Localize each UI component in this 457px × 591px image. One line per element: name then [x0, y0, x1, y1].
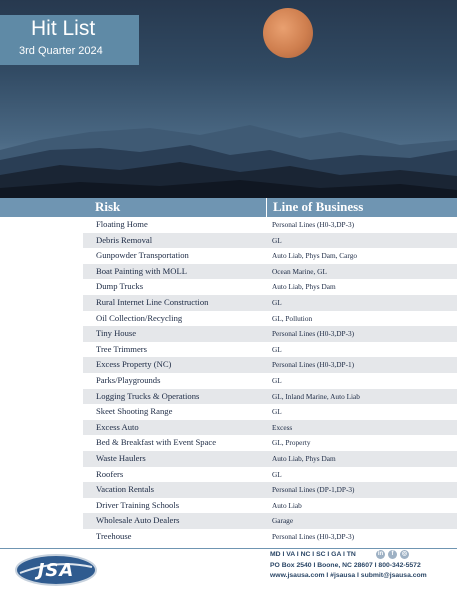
table-row [0, 513, 457, 529]
risk-cell: Wholesale Auto Dealers [96, 515, 180, 526]
risk-cell: Rural Internet Line Construction [96, 296, 209, 307]
lob-cell: Excess [272, 422, 293, 432]
lob-cell: Garage [272, 516, 294, 526]
facebook-icon[interactable]: f [388, 550, 397, 559]
risk-cell: Logging Trucks & Operations [96, 390, 200, 401]
lob-cell: GL, Property [272, 438, 311, 448]
footer-address: PO Box 2540 I Boone, NC 28607 I 800-342-5572 [270, 562, 421, 569]
risk-cell: Vacation Rentals [96, 484, 154, 495]
lob-cell: Personal Lines (H0-3,DP-3) [272, 329, 355, 339]
risk-cell: Parks/Playgrounds [96, 374, 161, 385]
lob-cell: Ocean Marine, GL [272, 266, 327, 276]
lob-cell: GL [272, 297, 282, 307]
footer [0, 545, 457, 591]
page-subtitle: 3rd Quarter 2024 [19, 45, 103, 57]
linkedin-icon[interactable]: in [377, 551, 384, 557]
risk-cell: Roofers [96, 468, 124, 479]
risk-cell: Tiny House [96, 328, 137, 339]
lob-cell: GL [272, 407, 282, 417]
table-row [0, 233, 457, 249]
lob-cell: GL [272, 375, 282, 385]
risk-cell: Tree Trimmers [96, 343, 148, 354]
table-row [0, 529, 457, 545]
hero-banner [0, 0, 457, 198]
lob-cell: Personal Lines (H0-3,DP-1) [272, 360, 355, 370]
column-header-line-of-business: Line of Business [273, 199, 364, 214]
table-row [0, 498, 457, 514]
lob-cell: Auto Liab, Phys Dam [272, 282, 336, 292]
table-row [0, 311, 457, 327]
risk-cell: Driver Training Schools [96, 499, 180, 510]
risk-cell: Waste Haulers [96, 452, 146, 463]
lob-cell: Personal Lines (DP-1,DP-3) [272, 485, 355, 495]
lob-cell: GL [272, 469, 282, 479]
risk-cell: Gunpowder Transportation [96, 250, 189, 261]
risk-cell: Skeet Shooting Range [96, 406, 173, 417]
lob-cell: Personal Lines (H0-3,DP-3) [272, 531, 355, 541]
column-header-risk: Risk [95, 199, 121, 214]
risk-cell: Treehouse [96, 530, 132, 541]
footer-contact: www.jsausa.com I #jsausa I submit@jsausa.com [270, 572, 427, 579]
lob-cell: GL, Pollution [272, 313, 313, 323]
moon-image [263, 8, 313, 58]
risk-cell: Excess Property (NC) [96, 359, 172, 370]
risk-cell: Boat Painting with MOLL [96, 265, 187, 276]
table-row [0, 295, 457, 311]
lob-cell: Auto Liab, Phys Dam, Cargo [272, 251, 357, 261]
lob-cell: GL [272, 235, 282, 245]
table-row [0, 404, 457, 420]
lob-cell: Personal Lines (H0-3,DP-3) [272, 220, 355, 229]
table-row [0, 357, 457, 373]
risk-cell: Floating Home [96, 219, 148, 229]
table-row [0, 279, 457, 295]
table-row [0, 482, 457, 498]
footer-divider [0, 548, 457, 549]
table-row [0, 248, 457, 264]
risk-cell: Bed & Breakfast with Event Space [96, 437, 217, 448]
table-row [0, 435, 457, 451]
lob-cell: Auto Liab, Phys Dam [272, 453, 336, 463]
header-divider [266, 198, 267, 217]
risk-cell: Oil Collection/Recycling [96, 312, 183, 323]
lob-cell: GL [272, 344, 282, 354]
hit-list-table [0, 217, 457, 544]
table-row [0, 326, 457, 342]
instagram-icon[interactable]: ◎ [401, 551, 408, 557]
table-row [0, 420, 457, 436]
table-row [0, 264, 457, 280]
table-row [0, 389, 457, 405]
table-row [0, 217, 457, 233]
risk-cell: Dump Trucks [96, 281, 144, 292]
jsa-logo: JSA [14, 553, 98, 587]
table-header [0, 198, 457, 217]
page-title: Hit List [31, 17, 96, 40]
risk-cell: Debris Removal [96, 234, 153, 245]
lob-cell: GL, Inland Marine, Auto Liab [272, 391, 360, 401]
table-row [0, 342, 457, 358]
lob-cell: Auto Liab [272, 500, 302, 510]
table-row [0, 467, 457, 483]
table-row [0, 451, 457, 467]
footer-states: MD I VA I NC I SC I GA I TN [270, 551, 356, 558]
risk-cell: Excess Auto [96, 421, 139, 432]
title-box [0, 15, 139, 65]
table-row [0, 373, 457, 389]
